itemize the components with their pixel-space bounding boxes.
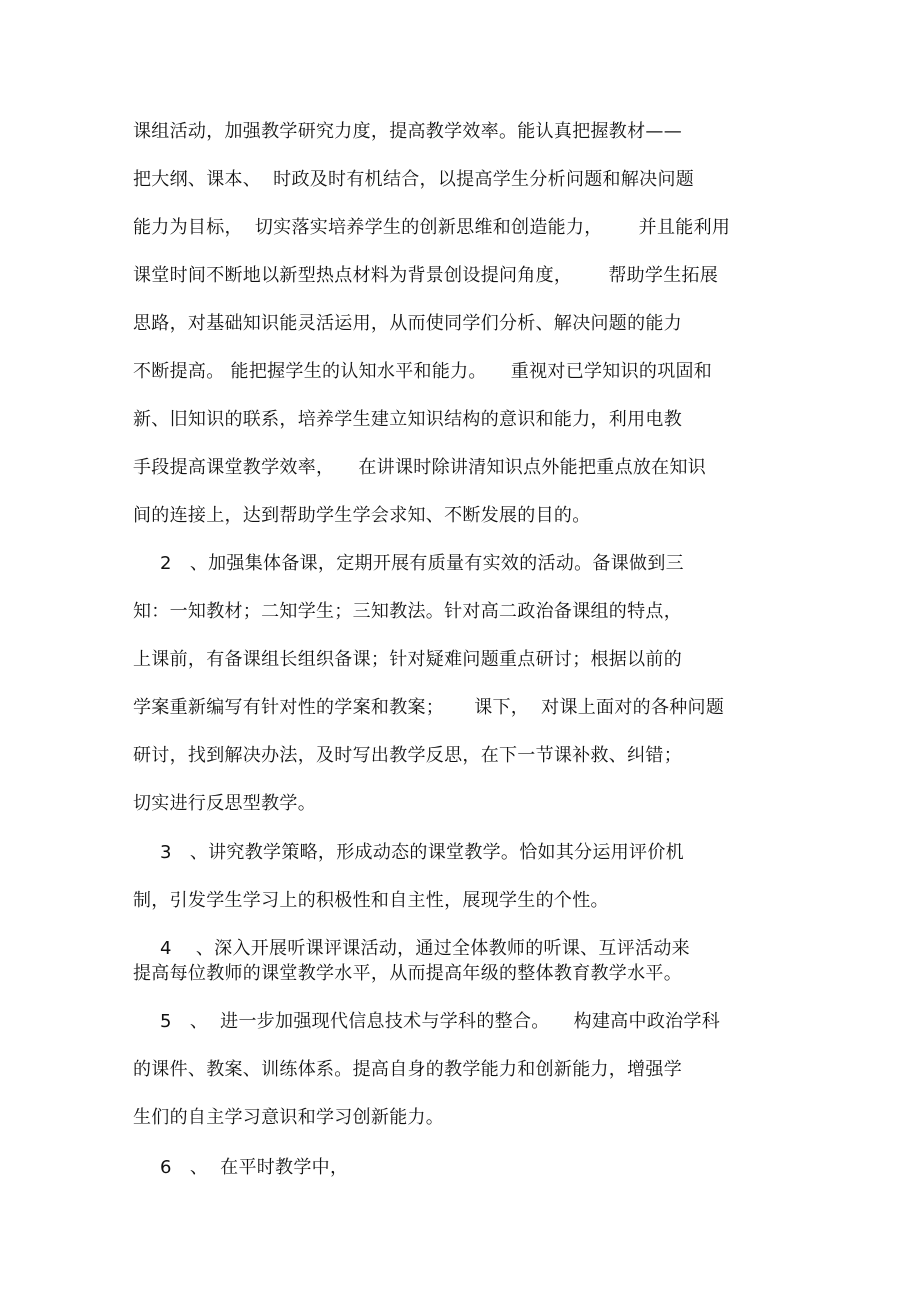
text-line: 的课件、教案、训练体系。提高自身的教学能力和创新能力，增强学 [133,1059,682,1080]
text-line: 新、旧知识的联系，培养学生建立知识结构的意识和能力，利用电教 [133,409,682,430]
text-line: 4 、深入开展听课评课活动，通过全体教师的听课、互评活动来 [160,938,690,959]
text-line: 知：一知教材；二知学生；三知教法。针对高二政治备课组的特点， [133,601,682,622]
text-line: 手段提高课堂教学效率， 在讲课时除讲清知识点外能把重点放在知识 [133,457,707,478]
text-line: 2 、加强集体备课，定期开展有质量有实效的活动。备课做到三 [160,553,684,574]
text-line: 3 、讲究教学策略，形成动态的课堂教学。恰如其分运用评价机 [160,842,684,863]
text-line: 生们的自主学习意识和学习创新能力。 [133,1107,445,1128]
text-line: 不断提高。 能把握学生的认知水平和能力。 重视对已学知识的巩固和 [133,361,713,382]
text-line: 上课前，有备课组长组织备课；针对疑难问题重点研讨；根据以前的 [133,649,682,670]
text-line: 5 、 进一步加强现代信息技术与学科的整合。 构建高中政治学科 [160,1011,721,1032]
text-line: 研讨，找到解决办法，及时写出教学反思，在下一节课补救、纠错； [133,745,682,766]
text-line: 思路，对基础知识能灵活运用，从而使同学们分析、解决问题的能力 [133,313,682,334]
text-line: 学案重新编写有针对性的学案和教案； 课下， 对课上面对的各种问题 [133,697,725,718]
text-line: 6 、 在平时教学中， [160,1157,349,1178]
text-line: 课堂时间不断地以新型热点材料为背景创设提问角度， 帮助学生拓展 [133,265,719,286]
text-line: 切实进行反思型教学。 [133,793,316,814]
text-line: 制，引发学生学习上的积极性和自主性，展现学生的个性。 [133,890,609,911]
text-line: 课组活动，加强教学研究力度，提高教学效率。能认真把握教材—— [133,121,682,142]
text-line: 能力为目标， 切实落实培养学生的创新思维和创造能力， 并且能利用 [133,217,731,238]
text-line: 提高每位教师的课堂教学水平，从而提高年级的整体教育教学水平。 [133,963,682,984]
text-line: 间的连接上，达到帮助学生学会求知、不断发展的目的。 [133,505,591,526]
text-line: 把大纲、课本、 时政及时有机结合，以提高学生分析问题和解决问题 [133,169,695,190]
